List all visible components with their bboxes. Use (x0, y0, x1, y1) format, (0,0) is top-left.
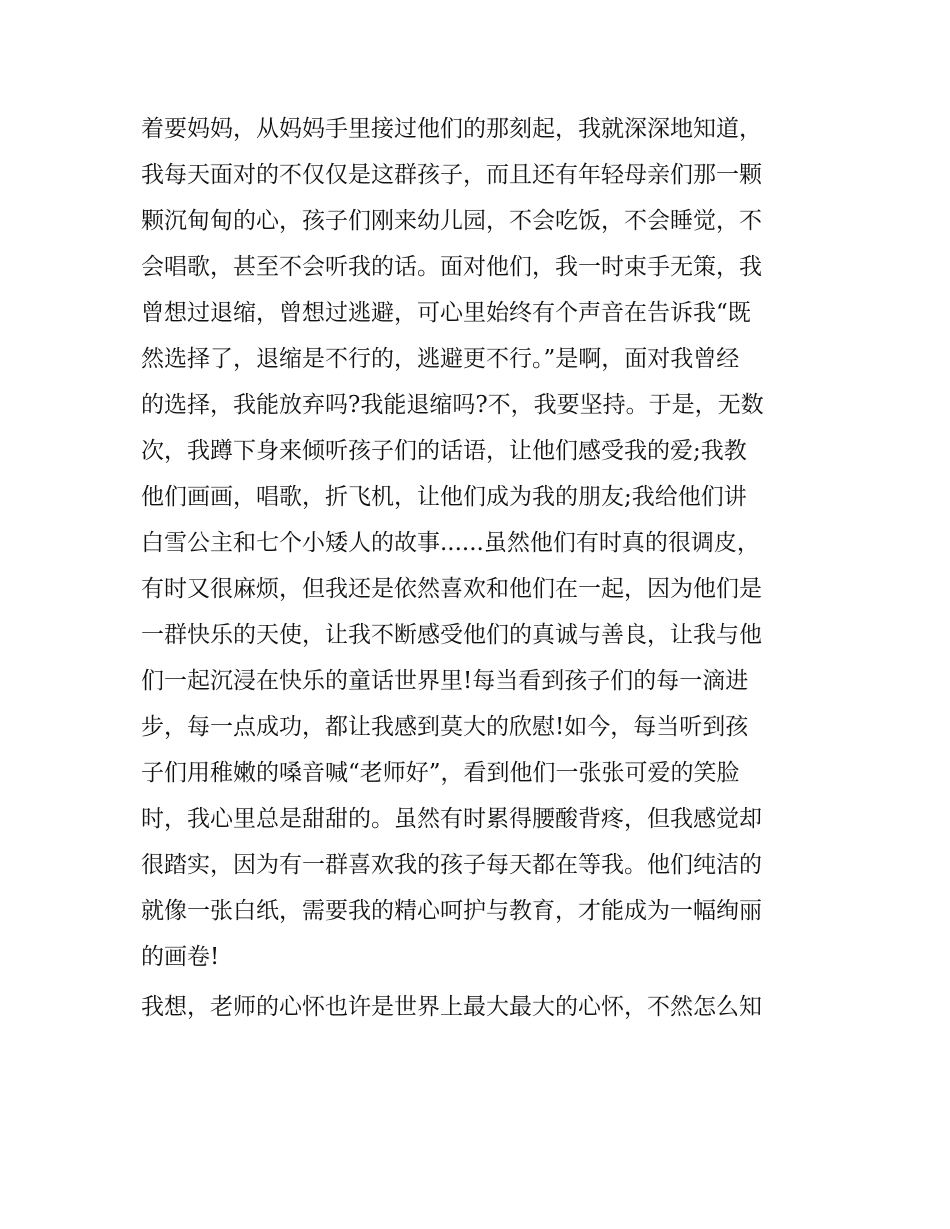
text-line: 就像一张白纸，需要我的精心呵护与教育，才能成为一幅绚丽 (141, 898, 762, 924)
text-line: 然选择了，退缩是不行的，逃避更不行。”是啊，面对我曾经 (141, 346, 740, 372)
text-line: 我每天面对的不仅仅是这群孩子，而且还有年轻母亲们那一颗 (141, 162, 762, 188)
text-line: 他们画画，唱歌，折飞机，让他们成为我的朋友;我给他们讲 (141, 484, 747, 510)
text-line: 着要妈妈，从妈妈手里接过他们的那刻起，我就深深地知道， (141, 116, 762, 142)
text-line: 很踏实，因为有一群喜欢我的孩子每天都在等我。他们纯洁的 (141, 852, 762, 878)
text-line: 我想，老师的心怀也许是世界上最大最大的心怀，不然怎么知 (141, 994, 762, 1020)
text-line: 颗沉甸甸的心，孩子们刚来幼儿园，不会吃饭，不会睡觉，不 (141, 208, 762, 234)
text-line: 曾想过退缩，曾想过逃避，可心里始终有个声音在告诉我“既 (141, 300, 751, 326)
document-body (141, 106, 813, 1030)
text-line: 们一起沉浸在快乐的童话世界里!每当看到孩子们的每一滴进 (141, 668, 749, 694)
text-line: 时，我心里总是甜甜的。虽然有时累得腰酸背疼，但我感觉却 (141, 806, 762, 832)
paragraph-1 (141, 106, 813, 980)
text-line: 的选择，我能放弃吗?我能退缩吗?不，我要坚持。于是，无数 (141, 392, 764, 418)
text-line: 的画卷! (141, 944, 220, 970)
text-line: 有时又很麻烦，但我还是依然喜欢和他们在一起，因为他们是 (141, 576, 762, 602)
text-line: 子们用稚嫩的嗓音喊“老师好”，看到他们一张张可爱的笑脸 (141, 760, 740, 786)
paragraph-2 (141, 984, 813, 1030)
text-line: 一群快乐的天使，让我不断感受他们的真诚与善良，让我与他 (141, 622, 762, 648)
text-line: 次，我蹲下身来倾听孩子们的话语，让他们感受我的爱;我教 (141, 438, 747, 464)
text-line: 会唱歌，甚至不会听我的话。面对他们，我一时束手无策，我 (141, 254, 762, 280)
text-line: 步，每一点成功，都让我感到莫大的欣慰!如今，每当听到孩 (141, 714, 749, 740)
text-line: 白雪公主和七个小矮人的故事......虽然他们有时真的很调皮， (141, 530, 760, 556)
